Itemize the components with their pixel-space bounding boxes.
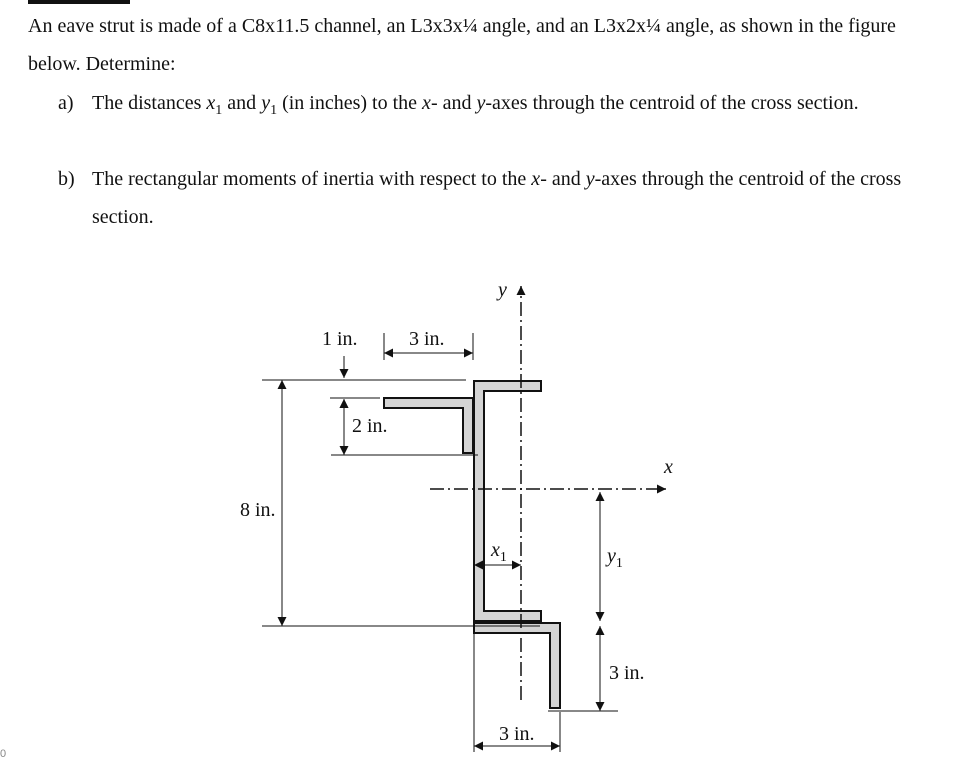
- dim-y1-label: [605, 545, 623, 571]
- qa-text-1: The distances: [92, 92, 207, 114]
- var-y1-subscript: 1: [270, 103, 278, 118]
- qb-y-axis: y: [585, 168, 595, 190]
- qb-text-2: - and: [540, 168, 586, 190]
- dim-y1-symbol: y: [607, 545, 616, 567]
- qb-x-axis: x: [531, 168, 541, 190]
- var-x1: [206, 92, 223, 118]
- dim-1in-label: 1 in.: [322, 328, 358, 350]
- dim-x1-subscript: 1: [499, 550, 507, 565]
- var-y1: [261, 92, 278, 118]
- dim-y1-subscript: 1: [615, 556, 623, 571]
- top-rule: [28, 0, 130, 4]
- structural-shapes: [384, 381, 560, 708]
- dim-8in-group: [262, 380, 540, 626]
- qa-text-3: (in inches) to the: [277, 92, 423, 114]
- var-x1-subscript: 1: [215, 103, 223, 118]
- dim-2in-label: 2 in.: [352, 415, 388, 437]
- dim-x1-symbol: x: [491, 539, 500, 561]
- angle-3x3-shape: [384, 398, 473, 453]
- qa-y-axis: y: [476, 92, 486, 114]
- x-axis-label: x: [664, 456, 673, 478]
- question-a-text: [92, 84, 908, 130]
- dim-3in-right-label: 3 in.: [609, 662, 645, 684]
- question-a-label: a): [58, 92, 74, 114]
- question-b-text: [92, 160, 908, 236]
- page-corner-mark: 0: [0, 748, 7, 760]
- channel-shape: [474, 381, 541, 621]
- angle-3x2-shape: [474, 623, 560, 708]
- qa-x-axis: x: [422, 92, 431, 114]
- y-axis-label: y: [498, 279, 507, 301]
- cross-section-figure: [0, 270, 966, 762]
- problem-intro: An eave strut is made of a C8x11.5 channel, an L3x3x¼ angle, and an L3x2x¼ angle, as shown in the figure below. Determine:: [28, 15, 896, 75]
- dim-8in-label: 8 in.: [240, 499, 276, 521]
- question-a: [58, 84, 908, 130]
- dim-3in-top-label: 3 in.: [409, 328, 445, 350]
- var-y1-symbol: y: [261, 92, 271, 114]
- qa-text-4: - and: [430, 92, 477, 114]
- dim-x1-label: [490, 539, 507, 565]
- qb-text-3: -axes through the centroid of the cross section.: [92, 168, 902, 228]
- qb-text-1: The rectangular moments of inertia with respect to the: [92, 168, 532, 190]
- dim-1in-group: [330, 356, 380, 418]
- dim-3in-bottom-label: 3 in.: [499, 723, 535, 745]
- qa-text-2: and: [222, 92, 262, 114]
- question-b: [58, 160, 908, 236]
- question-b-label: b): [58, 168, 75, 190]
- qa-text-5: -axes through the centroid of the cross section.: [485, 92, 859, 114]
- var-x1-symbol: x: [206, 92, 216, 114]
